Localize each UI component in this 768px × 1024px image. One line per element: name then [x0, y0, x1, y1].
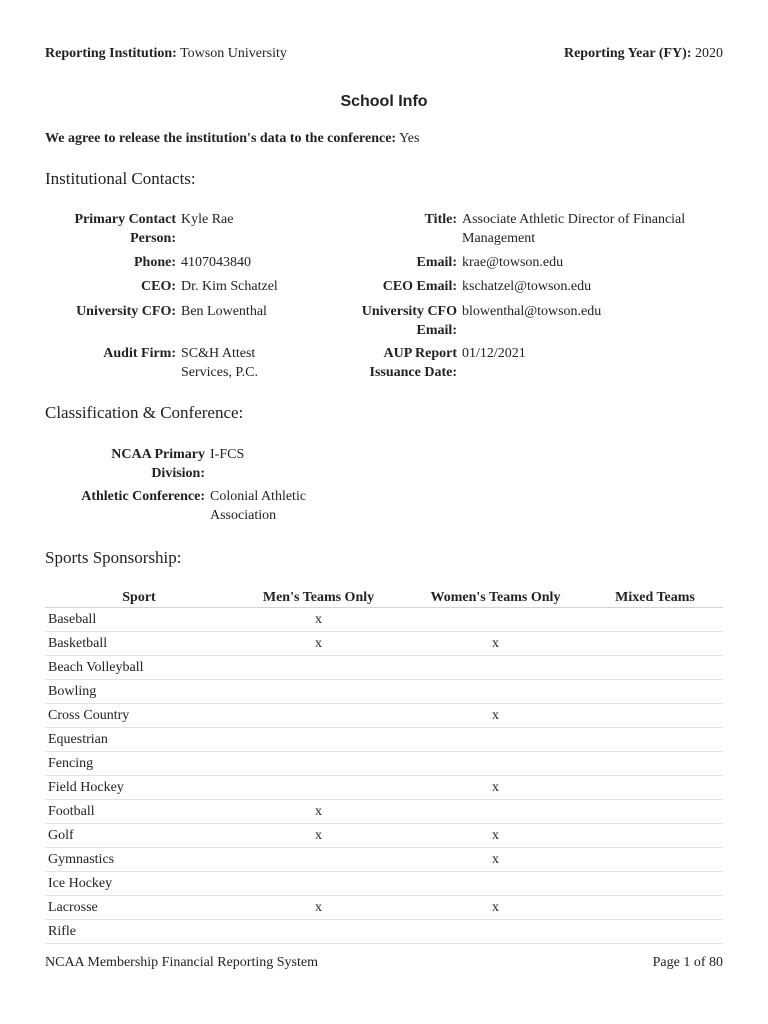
ceo-value: Dr. Kim Schatzel [181, 279, 278, 294]
university-cfo-value: Ben Lowenthal [181, 304, 267, 319]
data-release-agreement: We agree to release the institution's data to the conference: Yes [45, 131, 420, 146]
university-cfo-email-value: blowenthal@towson.edu [462, 304, 602, 319]
mens-teams-cell [233, 848, 404, 872]
womens-teams-cell [404, 608, 587, 632]
ceo-email-value: kschatzel@towson.edu [462, 279, 592, 294]
sport-name-cell: Field Hockey [45, 776, 233, 800]
mixed-teams-cell [587, 704, 723, 728]
table-row [45, 656, 723, 680]
sport-name-cell: Baseball [45, 608, 233, 632]
sport-name-cell: Football [45, 800, 233, 824]
column-header-womens: Women's Teams Only [404, 587, 587, 608]
mens-teams-cell [233, 752, 404, 776]
column-header-mixed: Mixed Teams [587, 587, 723, 608]
university-cfo-email-label: University CFO Email: [361, 304, 457, 338]
mixed-teams-cell [587, 656, 723, 680]
sports-sponsorship-heading: Sports Sponsorship: [45, 548, 182, 567]
table-row [45, 632, 723, 656]
sport-name-cell: Gymnastics [45, 848, 233, 872]
ceo-label: CEO: [141, 279, 176, 294]
aup-report-date-label: AUP Report Issuance Date: [369, 346, 457, 380]
sport-name-cell: Beach Volleyball [45, 656, 233, 680]
table-row [45, 776, 723, 800]
mixed-teams-cell [587, 824, 723, 848]
mens-teams-cell: x [233, 824, 404, 848]
womens-teams-cell [404, 728, 587, 752]
mens-teams-cell: x [233, 632, 404, 656]
womens-teams-cell [404, 680, 587, 704]
audit-firm-value: SC&H Attest Services, P.C. [181, 346, 258, 380]
primary-contact-label: Primary Contact Person: [74, 212, 176, 246]
audit-firm-label: Audit Firm: [103, 346, 176, 361]
table-row [45, 824, 723, 848]
mens-teams-cell [233, 728, 404, 752]
mens-teams-cell [233, 656, 404, 680]
table-row [45, 920, 723, 944]
phone-label: Phone: [134, 255, 176, 270]
sports-sponsorship-table [45, 587, 723, 944]
table-header-row [45, 587, 723, 608]
mixed-teams-cell [587, 800, 723, 824]
womens-teams-cell: x [404, 824, 587, 848]
mens-teams-cell [233, 920, 404, 944]
sport-name-cell: Cross Country [45, 704, 233, 728]
mixed-teams-cell [587, 776, 723, 800]
mens-teams-cell: x [233, 800, 404, 824]
mixed-teams-cell [587, 632, 723, 656]
mixed-teams-cell [587, 920, 723, 944]
table-row [45, 872, 723, 896]
reporting-institution: Reporting Institution: Towson University [45, 46, 287, 61]
womens-teams-cell: x [404, 776, 587, 800]
womens-teams-cell: x [404, 896, 587, 920]
ncaa-division-label: NCAA Primary Division: [111, 447, 205, 481]
column-header-mens: Men's Teams Only [233, 587, 404, 608]
womens-teams-cell: x [404, 632, 587, 656]
email-value: krae@towson.edu [462, 255, 564, 270]
title-value: Associate Athletic Director of Financial Management [462, 212, 686, 246]
phone-value: 4107043840 [181, 255, 251, 270]
womens-teams-cell [404, 656, 587, 680]
athletic-conference-label: Athletic Conference: [81, 489, 205, 504]
womens-teams-cell: x [404, 848, 587, 872]
sport-name-cell: Golf [45, 824, 233, 848]
sport-name-cell: Rifle [45, 920, 233, 944]
mixed-teams-cell [587, 848, 723, 872]
mens-teams-cell [233, 776, 404, 800]
table-row [45, 896, 723, 920]
reporting-year: Reporting Year (FY): 2020 [563, 46, 723, 61]
table-row [45, 800, 723, 824]
sport-name-cell: Ice Hockey [45, 872, 233, 896]
ncaa-division-value: I-FCS [210, 447, 245, 462]
university-cfo-label: University CFO: [76, 304, 176, 319]
mens-teams-cell: x [233, 896, 404, 920]
document-page [45, 0, 723, 1024]
table-row [45, 752, 723, 776]
column-header-sport: Sport [45, 587, 233, 608]
sport-name-cell: Equestrian [45, 728, 233, 752]
mixed-teams-cell [587, 608, 723, 632]
womens-teams-cell [404, 872, 587, 896]
sport-name-cell: Bowling [45, 680, 233, 704]
classification-heading: Classification & Conference: [45, 403, 244, 422]
womens-teams-cell [404, 800, 587, 824]
email-label: Email: [416, 255, 457, 270]
table-row [45, 704, 723, 728]
aup-report-date-value: 01/12/2021 [462, 346, 526, 361]
primary-contact-value: Kyle Rae [181, 212, 234, 227]
mens-teams-cell [233, 680, 404, 704]
title-label: Title: [424, 212, 457, 227]
sport-name-cell: Basketball [45, 632, 233, 656]
contacts-grid [45, 210, 723, 390]
mens-teams-cell [233, 704, 404, 728]
womens-teams-cell [404, 752, 587, 776]
footer-system-name: NCAA Membership Financial Reporting System [45, 955, 318, 970]
table-row [45, 680, 723, 704]
mixed-teams-cell [587, 896, 723, 920]
ceo-email-label: CEO Email: [382, 279, 457, 294]
sport-name-cell: Lacrosse [45, 896, 233, 920]
mens-teams-cell: x [233, 608, 404, 632]
classification-grid [45, 445, 723, 530]
page-number: Page 1 of 80 [652, 955, 723, 970]
mixed-teams-cell [587, 680, 723, 704]
womens-teams-cell [404, 920, 587, 944]
athletic-conference-value: Colonial Athletic Association [210, 489, 307, 523]
mixed-teams-cell [587, 728, 723, 752]
table-row [45, 728, 723, 752]
table-row [45, 608, 723, 632]
table-row [45, 848, 723, 872]
mixed-teams-cell [587, 872, 723, 896]
report-header [45, 46, 723, 62]
institutional-contacts-heading: Institutional Contacts: [45, 169, 196, 188]
page-title: School Info [340, 93, 428, 110]
sport-name-cell: Fencing [45, 752, 233, 776]
page-footer [45, 955, 723, 971]
mixed-teams-cell [587, 752, 723, 776]
sports-table-body [45, 608, 723, 944]
womens-teams-cell: x [404, 704, 587, 728]
mens-teams-cell [233, 872, 404, 896]
